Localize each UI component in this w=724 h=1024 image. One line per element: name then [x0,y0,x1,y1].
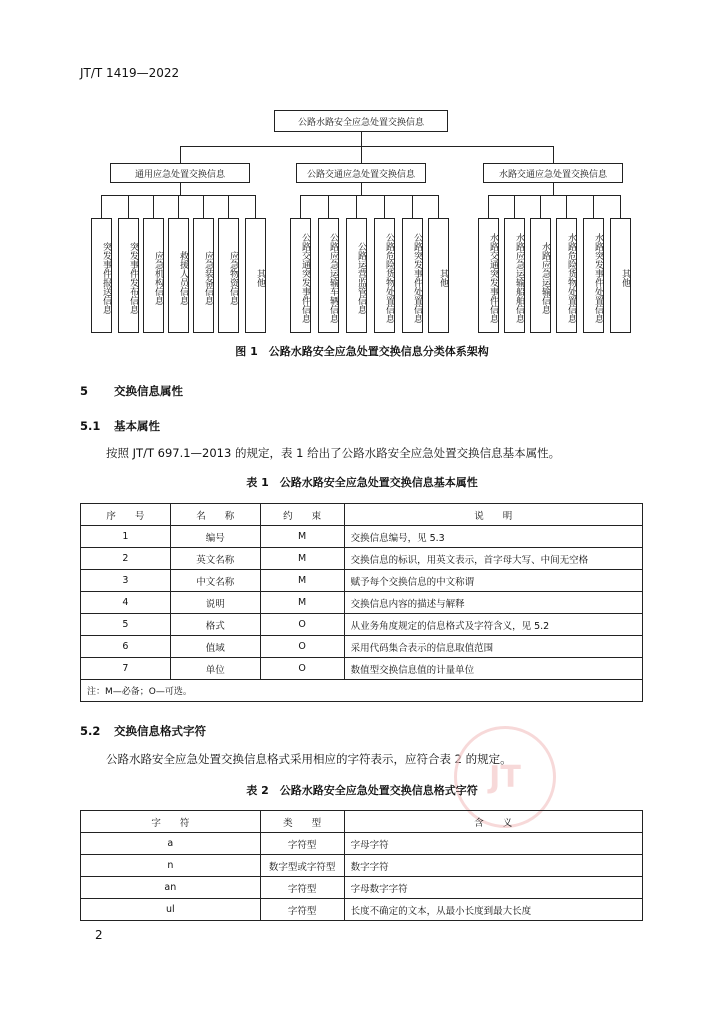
cell: 5 [81,614,171,636]
section-5-heading: 5 交换信息属性 [80,384,183,398]
table-row [81,570,643,592]
table-2 [80,810,643,921]
cell: M [260,570,344,592]
cell: O [260,614,344,636]
cell: O [260,658,344,680]
cell: 4 [81,592,171,614]
header-cell: 含 义 [344,811,642,833]
header-cell: 字 符 [81,811,261,833]
cell: 说明 [170,592,260,614]
cell: 1 [81,526,171,548]
cell: 数字字符 [344,855,642,877]
cell: 交换信息的标识，用英文表示，首字母大写、中间无空格 [344,548,642,570]
table-header-row [81,504,643,526]
table-2-caption: 表 2 公路水路安全应急处置交换信息格式字符 [246,784,478,797]
group-waterway: 水路交通应急处置交换信息 [483,163,623,183]
cell: 交换信息内容的描述与解释 [344,592,642,614]
leaf-general-6: 应急物资信息 [218,218,239,333]
cell: 英文名称 [170,548,260,570]
cell: 长度不确定的文本，从最小长度到最大长度 [344,899,642,921]
table-row [81,658,643,680]
cell: an [81,877,261,899]
table-header-row [81,811,643,833]
cell: 3 [81,570,171,592]
cell: 2 [81,548,171,570]
table-row [81,899,643,921]
cell: M [260,592,344,614]
leaf-highway-2: 公路应急运输车辆信息 [318,218,339,333]
leaf-general-5: 应急装备信息 [193,218,214,333]
cell: 字母数字字符 [344,877,642,899]
cell: 中文名称 [170,570,260,592]
cell: 编号 [170,526,260,548]
table-row [81,833,643,855]
section-5-2-paragraph: 公路水路安全应急处置交换信息格式采用相应的字符表示，应符合表 2 的规定。 [106,752,512,766]
leaf-general-2: 突发事件发布信息 [118,218,139,333]
section-5-1-paragraph: 按照 JT/T 697.1—2013 的规定，表 1 给出了公路水路安全应急处置交换信息基本属性。 [106,446,561,460]
header-cell: 类 型 [260,811,344,833]
leaf-general-7: 其他 [245,218,266,333]
header-cell: 约 束 [260,504,344,526]
cell: 字符型 [260,833,344,855]
leaf-highway-4: 公路危险货物处置信息 [374,218,395,333]
table-note: 注：M—必备；O—可选。 [81,680,643,702]
table-1 [80,503,643,702]
cell: 数值型交换信息值的计量单位 [344,658,642,680]
section-5-1-heading: 5.1 基本属性 [80,419,160,433]
figure-caption: 图 1 公路水路安全应急处置交换信息分类体系架构 [235,345,489,358]
cell: n [81,855,261,877]
cell: 单位 [170,658,260,680]
leaf-highway-3: 公路运营监管信息 [346,218,367,333]
cell: 格式 [170,614,260,636]
leaf-waterway-3: 水路应急运输信息 [530,218,551,333]
diagram-root: 公路水路安全应急处置交换信息 [274,110,448,132]
leaf-waterway-6: 其他 [610,218,631,333]
cell: ul [81,899,261,921]
group-highway: 公路交通应急处置交换信息 [296,163,426,183]
page-number: 2 [95,928,103,942]
table-note-row [81,680,643,702]
table-row [81,548,643,570]
leaf-highway-6: 其他 [428,218,449,333]
table-1-caption: 表 1 公路水路安全应急处置交换信息基本属性 [246,476,478,489]
header-cell: 说 明 [344,504,642,526]
leaf-waterway-4: 水路危险货物处置信息 [556,218,577,333]
leaf-highway-5: 公路突发事件处置信息 [402,218,423,333]
leaf-general-3: 应急机构信息 [143,218,164,333]
table-row [81,614,643,636]
leaf-waterway-2: 水路应急运输船舶信息 [504,218,525,333]
leaf-general-4: 救援人员信息 [168,218,189,333]
cell: 值域 [170,636,260,658]
table-row [81,526,643,548]
cell: O [260,636,344,658]
table-row [81,877,643,899]
cell: M [260,526,344,548]
cell: M [260,548,344,570]
cell: 7 [81,658,171,680]
cell: 6 [81,636,171,658]
cell: a [81,833,261,855]
header-cell: 序 号 [81,504,171,526]
section-5-2-heading: 5.2 交换信息格式字符 [80,724,206,738]
leaf-highway-1: 公路交通突发事件信息 [290,218,311,333]
cell: 赋予每个交换信息的中文称谓 [344,570,642,592]
table-row [81,636,643,658]
table-row [81,592,643,614]
cell: 数字型或字符型 [260,855,344,877]
cell: 字母字符 [344,833,642,855]
leaf-waterway-1: 水路交通突发事件信息 [478,218,499,333]
leaf-general-1: 突发事件报送信息 [91,218,112,333]
cell: 从业务角度规定的信息格式及字符含义，见 5.2 [344,614,642,636]
table-row [81,855,643,877]
cell: 字符型 [260,899,344,921]
standard-code: JT/T 1419—2022 [80,66,180,80]
cell: 采用代码集合表示的信息取值范围 [344,636,642,658]
group-general: 通用应急处置交换信息 [110,163,250,183]
cell: 字符型 [260,877,344,899]
header-cell: 名 称 [170,504,260,526]
watermark-stamp: JT [454,726,556,828]
cell: 交换信息编号，见 5.3 [344,526,642,548]
leaf-waterway-5: 水路突发事件处置信息 [583,218,604,333]
